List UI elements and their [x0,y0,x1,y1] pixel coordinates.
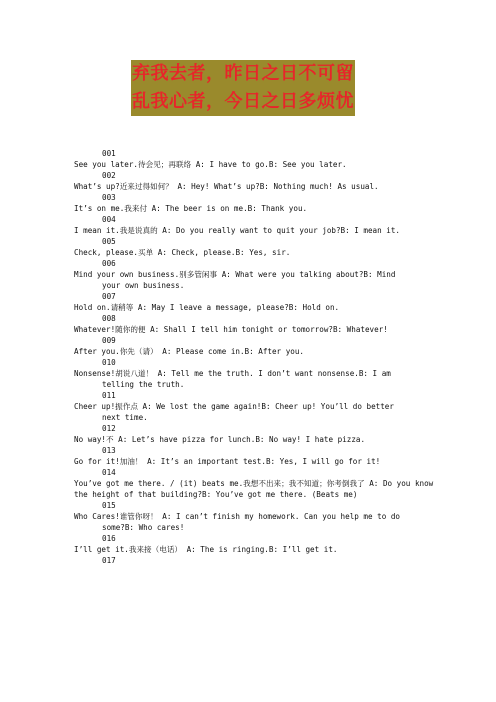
entry-text: Hold on.请稍等 A: May I leave a message, please?B: Hold on. [74,303,340,312]
phrase-entry [74,192,434,214]
title-line-2: 乱我心者，今日之日多烦忧 [132,91,354,112]
entry-continuation: your own business. [102,281,185,290]
entry-number: 017 [102,556,116,565]
entry-text: You’ve got me there. / (it) beats me.我想不出来；我不知道；你考倒我了 A: Do you know the height of that building?B: You’ve got me there. (Beats me) [74,479,434,499]
entry-text: Who Cares!谁管你呀！ A: I can’t finish my homework. Can you help me to do [74,512,400,521]
phrase-entry [74,258,434,291]
phrase-entry [74,390,434,423]
entry-text: Mind your own business.别多管闲事 A: What were you talking about?B: Mind [74,270,396,279]
phrase-entry [74,291,434,313]
entry-number: 014 [102,468,116,477]
entry-continuation: next time. [102,413,148,422]
entry-number: 005 [102,237,116,246]
entry-text: No way!不 A: Let’s have pizza for lunch.B: No way! I hate pizza. [74,435,366,444]
entry-number: 009 [102,336,116,345]
entry-number: 011 [102,391,116,400]
entry-continuation: telling the truth. [102,380,185,389]
entry-continuation: some?B: Who cares! [102,523,185,532]
phrase-entry [74,236,434,258]
entry-text: Nonsense!胡说八道！ A: Tell me the truth. I don’t want nonsense.B: I am [74,369,391,378]
entry-number: 006 [102,259,116,268]
entry-text: I mean it.我是说真的 A: Do you really want to quit your job?B: I mean it. [74,226,400,235]
entry-text: After you.你先（请） A: Please come in.B: After you. [74,347,304,356]
phrase-entry [74,500,434,533]
entry-text: See you later.待会见；再联络 A: I have to go.B: See you later. [74,160,347,169]
phrase-entry [74,335,434,357]
phrase-entry [74,423,434,445]
entry-text: Cheer up!振作点 A: We lost the game again!B: Cheer up! You’ll do better [74,402,394,411]
entry-number: 002 [102,171,116,180]
entry-text: What’s up?近来过得如何？ A: Hey! What’s up?B: Nothing much! As usual. [74,182,379,191]
phrase-entry [74,555,434,566]
entry-number: 015 [102,501,116,510]
title-line-1: 弃我去者，昨日之日不可留 [132,63,354,84]
entry-number: 004 [102,215,116,224]
phrase-entry [74,533,434,555]
entry-text: Check, please.买单 A: Check, please.B: Yes, sir. [74,248,291,257]
phrase-entry [74,313,434,335]
phrase-entry [74,357,434,390]
phrase-entry [74,214,434,236]
phrase-entry [74,467,434,500]
entry-number: 003 [102,193,116,202]
entry-text: It’s on me.我来付 A: The beer is on me.B: Thank you. [74,204,308,213]
entry-number: 010 [102,358,116,367]
entry-number: 001 [102,149,116,158]
entry-number: 016 [102,534,116,543]
entry-number: 013 [102,446,116,455]
entry-text: Go for it!加油！ A: It’s an important test.B: Yes, I will go for it! [74,457,381,466]
entry-number: 007 [102,292,116,301]
phrase-entry [74,445,434,467]
phrase-entry [74,148,434,170]
title-banner [131,60,355,116]
entry-number: 012 [102,424,116,433]
phrase-entry [74,170,434,192]
entry-number: 008 [102,314,116,323]
phrase-list [74,148,434,566]
entry-text: Whatever!随你的便 A: Shall I tell him tonight or tomorrow?B: Whatever! [74,325,388,334]
entry-text: I’ll get it.我来接（电话） A: The is ringing.B: I’ll get it. [74,545,338,554]
